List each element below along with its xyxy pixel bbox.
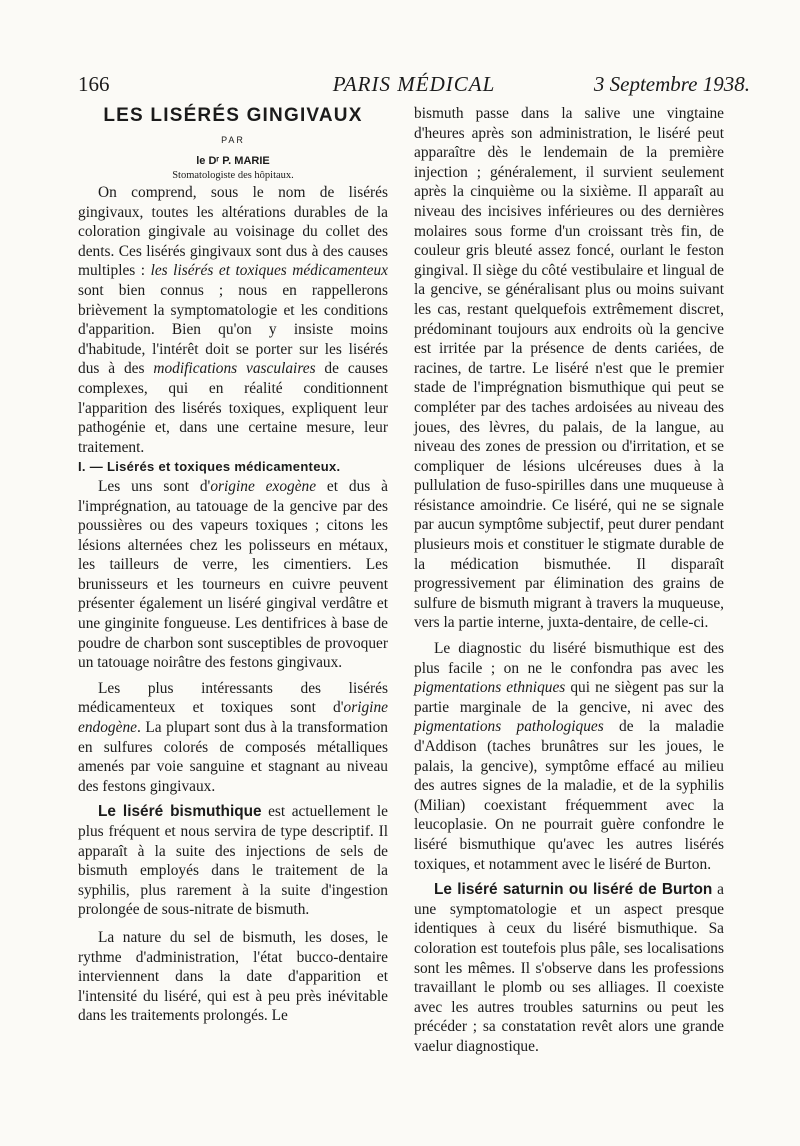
article-title: LES LISÉRÉS GINGIVAUX (103, 105, 363, 126)
byline-par: PAR (221, 135, 245, 145)
page-number: 166 (78, 72, 110, 96)
issue-date: 3 Septembre 1938. (593, 72, 750, 96)
subheading-saturnin: Le liséré saturnin ou liséré de Burton (434, 881, 713, 899)
author-affiliation: Stomatologiste des hôpitaux. (172, 170, 294, 181)
right-column (414, 104, 724, 1057)
author-name: le Dʳ P. MARIE (196, 155, 270, 167)
intro-paragraph: On comprend, sous le nom de lisérés gingivaux, toutes les altérations durables de la coloration gingivale au voisinage du collet des dents. Ces lisérés gingivaux sont dus à des causes multiples : les lisérés et toxiques médicamenteux sont bien connus ; nous en rappellerons brièvement la symptomatologie et les conditions d'apparition. Bien qu'on y insiste moins d'habitude, l'intérêt doit se porter sur les lisérés dus à des modifications vasculaires de causes complexes, qui en réalité conditionnent l'apparition des lisérés toxiques, expliquent leur pathogénie et, dans une certaine mesure, leur traitement. (78, 184, 389, 456)
paragraph-endogenous: Les plus intéressants des lisérés médicamenteux et toxiques sont d'origine endogène. La plupart sont dus à la transformation en sulfures colorés de composés métalliques amenés par voie sanguine et stagnant au niveau des festons gingivaux. (78, 679, 388, 795)
paragraph-bismuth-continued: bismuth passe dans la salive une vingtaine d'heures après son administration, le liséré peut apparaître dès le lendemain de la première injection ; généralement, il survient seulement après la cinquième ou la sixième. Il apparaît au niveau des incisives inférieures ou des dernières molaires sous forme d'un croissant très fin, de couleur gris bleuté assez foncé, ourlant le feston gingival. Il siège du côté vestibulaire et lingual de la gencive, se généralisant plus ou moins suivant les cas, restant quelquefois extrêmement discret, prédominant toujours aux endroits où la gencive est irritée par la présence de dents cariées, de racines, de tartre. Le liséré n'est que le premier stade de l'imprégnation bismuthique qui peut se compléter par des taches ardoisées au niveau des joues, des lèvres, du palais, de la langue, au niveau des zones de pression ou d'irritation, et se compliquer de lésions ulcéreuses dues à la pullulation de fuso-spirilles dans une muqueuse à résistance amoindrie. Ce liséré, qui ne se signale par aucun symptôme subjectif, peut durer pendant plusieurs mois et constituer le stigmate durable de la médication bismuthée. Il disparaît progressivement par élimination des grains de sulfure de bismuth migrant à travers la muqueuse, vers la partie interne, juxta-dentaire, de celle-ci. (414, 105, 724, 632)
running-header (78, 72, 750, 102)
paragraph-bismuth: Le liséré bismuthique est actuellement le plus fréquent et nous servira de type descriptif. Il apparaît à la suite des injections de sels de bismuth employés dans le traitement de la syphilis, plus rarement à la suite d'ingestion prolongée de sous-nitrate de bismuth. (78, 803, 388, 919)
section-heading: I. — Lisérés et toxiques médicamenteux. (78, 459, 341, 475)
left-column (78, 104, 388, 1026)
subheading-bismuthique: Le liséré bismuthique (98, 803, 262, 821)
paragraph-bismuth-nature: La nature du sel de bismuth, les doses, le rythme d'administration, l'état bucco-dentaire interviennent dans la date d'apparition et l'intensité du liséré, qui est à peu près inévitable dans les traitements prolongés. Le (78, 928, 388, 1025)
paragraph-burton: Le liséré saturnin ou liséré de Burton a une symptomatologie et un aspect presque identiques à ceux du liséré bismuthique. Sa coloration est toutefois plus pâle, ses localisations sont les mêmes. Il s'observe dans les professions travaillant le plomb ou ses alliages. Il coexiste avec les autres troubles saturnins ou peut les précéder ; sa constatation revêt alors une grande vaelur diagnostique. (414, 881, 724, 1055)
journal-title: PARIS MÉDICAL (332, 72, 496, 96)
paragraph-diagnosis: Le diagnostic du liséré bismuthique est des plus facile ; on ne le confondra pas avec les pigmentations ethniques qui ne siègent pas sur la partie marginale de la gencive, ni avec des pigmentations pathologiques de la maladie d'Addison (taches brunâtres sur les joues, le palais, la gencive), symptôme effacé au milieu des autres signes de la maladie, et de la syphilis (Milian) coexistant fréquemment avec la leucoplasie. On ne pourrait guère confondre le liséré bismuthique qu'avec les autres lisérés toxiques, et notamment avec le liséré de Burton. (414, 640, 724, 873)
paragraph-exogenous: Les uns sont d'origine exogène et dus à l'imprégnation, au tatouage de la gencive par des poussières ou des vapeurs toxiques ; citons les lésions alternées chez les polisseurs en métaux, les tailleurs de verre, les cimentiers. Les brunisseurs et les tourneurs en cuivre peuvent présenter également un liséré gingival verdâtre et une ginginite fongueuse. Les dentifrices à base de poudre de charbon sont susceptibles de provoquer un tatouage noirâtre des festons gingivaux. (78, 477, 388, 672)
